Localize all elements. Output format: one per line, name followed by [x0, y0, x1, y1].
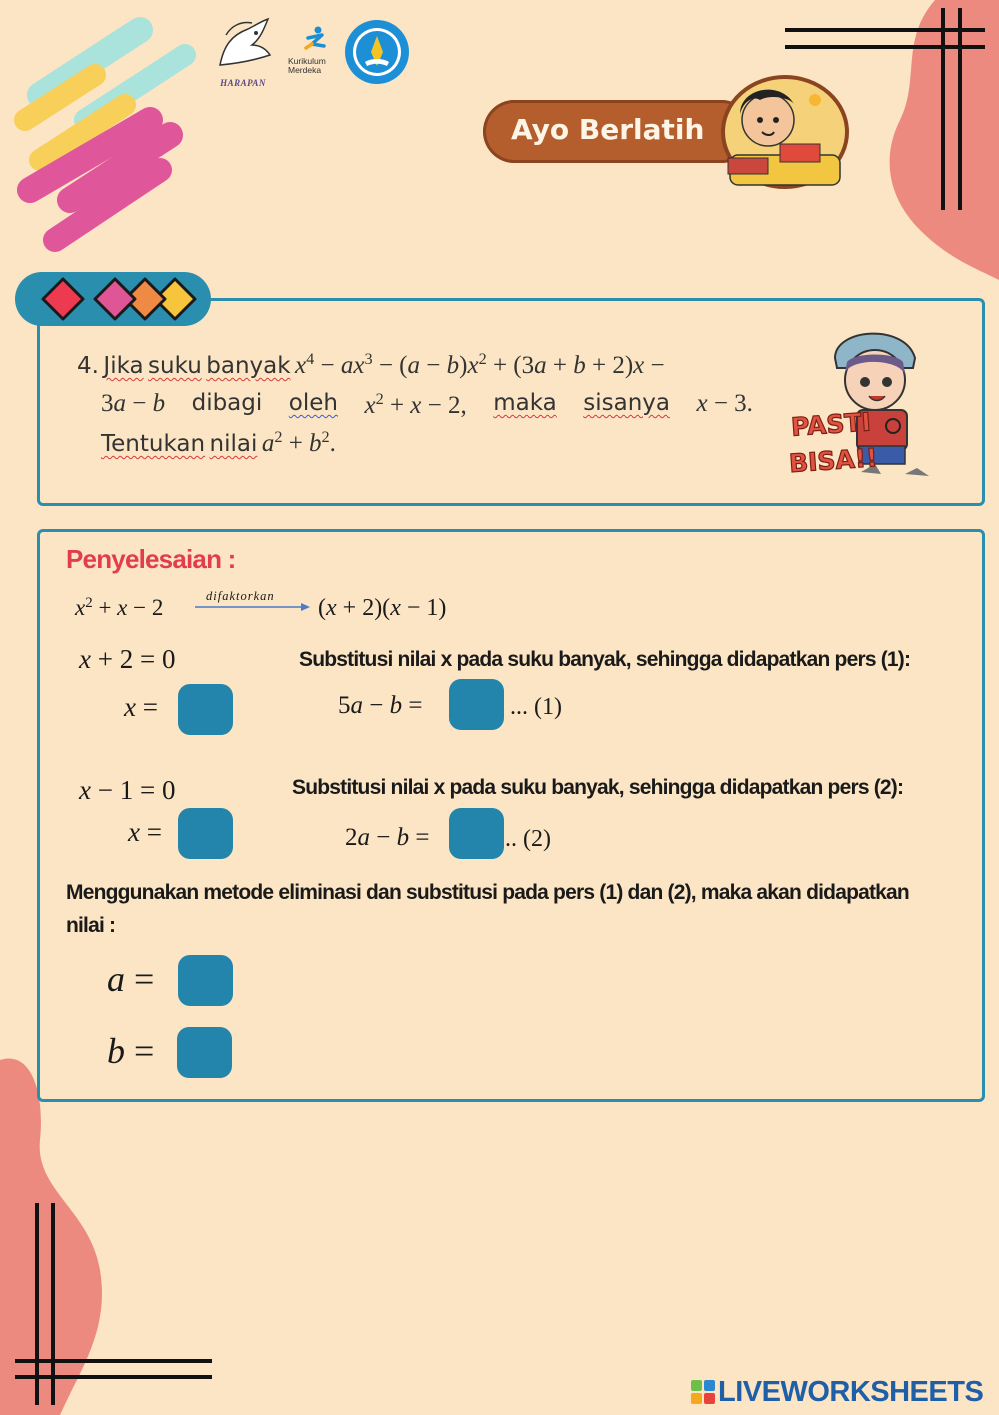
divisor: $x^2 + x - 2$,: [364, 390, 467, 419]
target-expression: $a^2 + b^2$.: [261, 428, 336, 457]
word-oleh: oleh: [288, 390, 338, 416]
word-suku: suku: [148, 352, 202, 379]
diamond-icons: [15, 272, 211, 326]
root-2-label: x =: [128, 817, 162, 847]
elimination-text-2: nilai :: [66, 914, 116, 937]
question-line-3: [101, 428, 336, 458]
answer-b-label: b =: [107, 1031, 155, 1071]
decoration-lines-bottom-left: [0, 1195, 220, 1415]
answer-box-b[interactable]: [177, 1027, 232, 1078]
equation-2-left: 2a − b =: [345, 824, 430, 851]
answer-a-label: a =: [107, 959, 155, 999]
sticker-text-bisa: BISA!!: [788, 442, 879, 479]
word-dibagi: dibagi: [191, 390, 263, 416]
sticker-text-pasti: PASTI: [790, 407, 872, 442]
word-jika: Jika: [103, 352, 144, 379]
equation-1-left: 5a − b =: [338, 692, 423, 719]
logo-harapan: [212, 15, 274, 88]
word-banyak: banyak: [206, 352, 291, 379]
logo-tut-wuri-handayani: [343, 18, 411, 86]
liveworksheets-logo: [690, 1375, 983, 1409]
answer-box-eq2[interactable]: [449, 808, 504, 859]
answer-box-x1[interactable]: [178, 684, 233, 735]
decoration-top-left: [0, 0, 230, 260]
logo-kurikulum-text: Kurikulum: [288, 56, 326, 66]
word-nilai: nilai: [209, 430, 258, 457]
question-number: 4.: [77, 352, 99, 379]
equation-1-tag: ... (1): [510, 694, 562, 720]
remainder: x − 3.: [696, 390, 753, 417]
polynomial-part-2: 3a − b: [101, 390, 166, 417]
factor-expression: $x^2 + x - 2$: [75, 595, 164, 621]
studying-boy-illustration: [710, 70, 850, 195]
question-line-2: [101, 390, 753, 420]
word-maka: maka: [493, 390, 557, 416]
factor-arrow-label: difaktorkan: [206, 589, 275, 603]
logo-merdeka-text: Merdeka: [288, 65, 322, 75]
dove-icon: [212, 15, 274, 73]
liveworksheets-text: LIVEWORKSHEETS: [718, 1375, 984, 1408]
substitution-text-1: Substitusi nilai x pada suku banyak, sehingga didapatkan pers (1):: [299, 648, 911, 671]
elimination-text-1: Menggunakan metode eliminasi dan substitusi pada pers (1) dan (2), maka akan didapatkan: [66, 881, 909, 904]
word-tentukan: Tentukan: [101, 430, 206, 457]
root-equation-2: x − 1 = 0: [79, 775, 176, 805]
logo-harapan-text: HARAPAN: [220, 78, 266, 88]
substitution-text-2: Substitusi nilai x pada suku banyak, sehingga didapatkan pers (2):: [292, 776, 904, 799]
logo-kurikulum-merdeka: [288, 26, 343, 76]
root-equation-1: x + 2 = 0: [79, 644, 176, 674]
kurikulum-icon: [300, 26, 330, 52]
liveworksheets-icon: [690, 1379, 716, 1405]
polynomial-part-1: $x^4 - ax^3 - (a - b)x^2 + (3a + b + 2)x$ −: [295, 350, 665, 379]
answer-box-x2[interactable]: [178, 808, 233, 859]
solution-title: Penyelesaian :: [66, 544, 236, 574]
pasti-bisa-sticker: [785, 318, 955, 483]
equation-2-tag: .. (2): [505, 826, 551, 852]
factored-result: (x + 2)(x − 1): [318, 595, 447, 621]
answer-box-eq1[interactable]: [449, 679, 504, 730]
banner-title: Ayo Berlatih: [511, 113, 705, 146]
root-1-label: x =: [124, 692, 158, 722]
word-sisanya: sisanya: [583, 390, 670, 416]
answer-box-a[interactable]: [178, 955, 233, 1006]
diamond-tab: [15, 272, 211, 326]
question-line-1: [77, 350, 665, 380]
arrow-right-icon: [193, 601, 313, 613]
